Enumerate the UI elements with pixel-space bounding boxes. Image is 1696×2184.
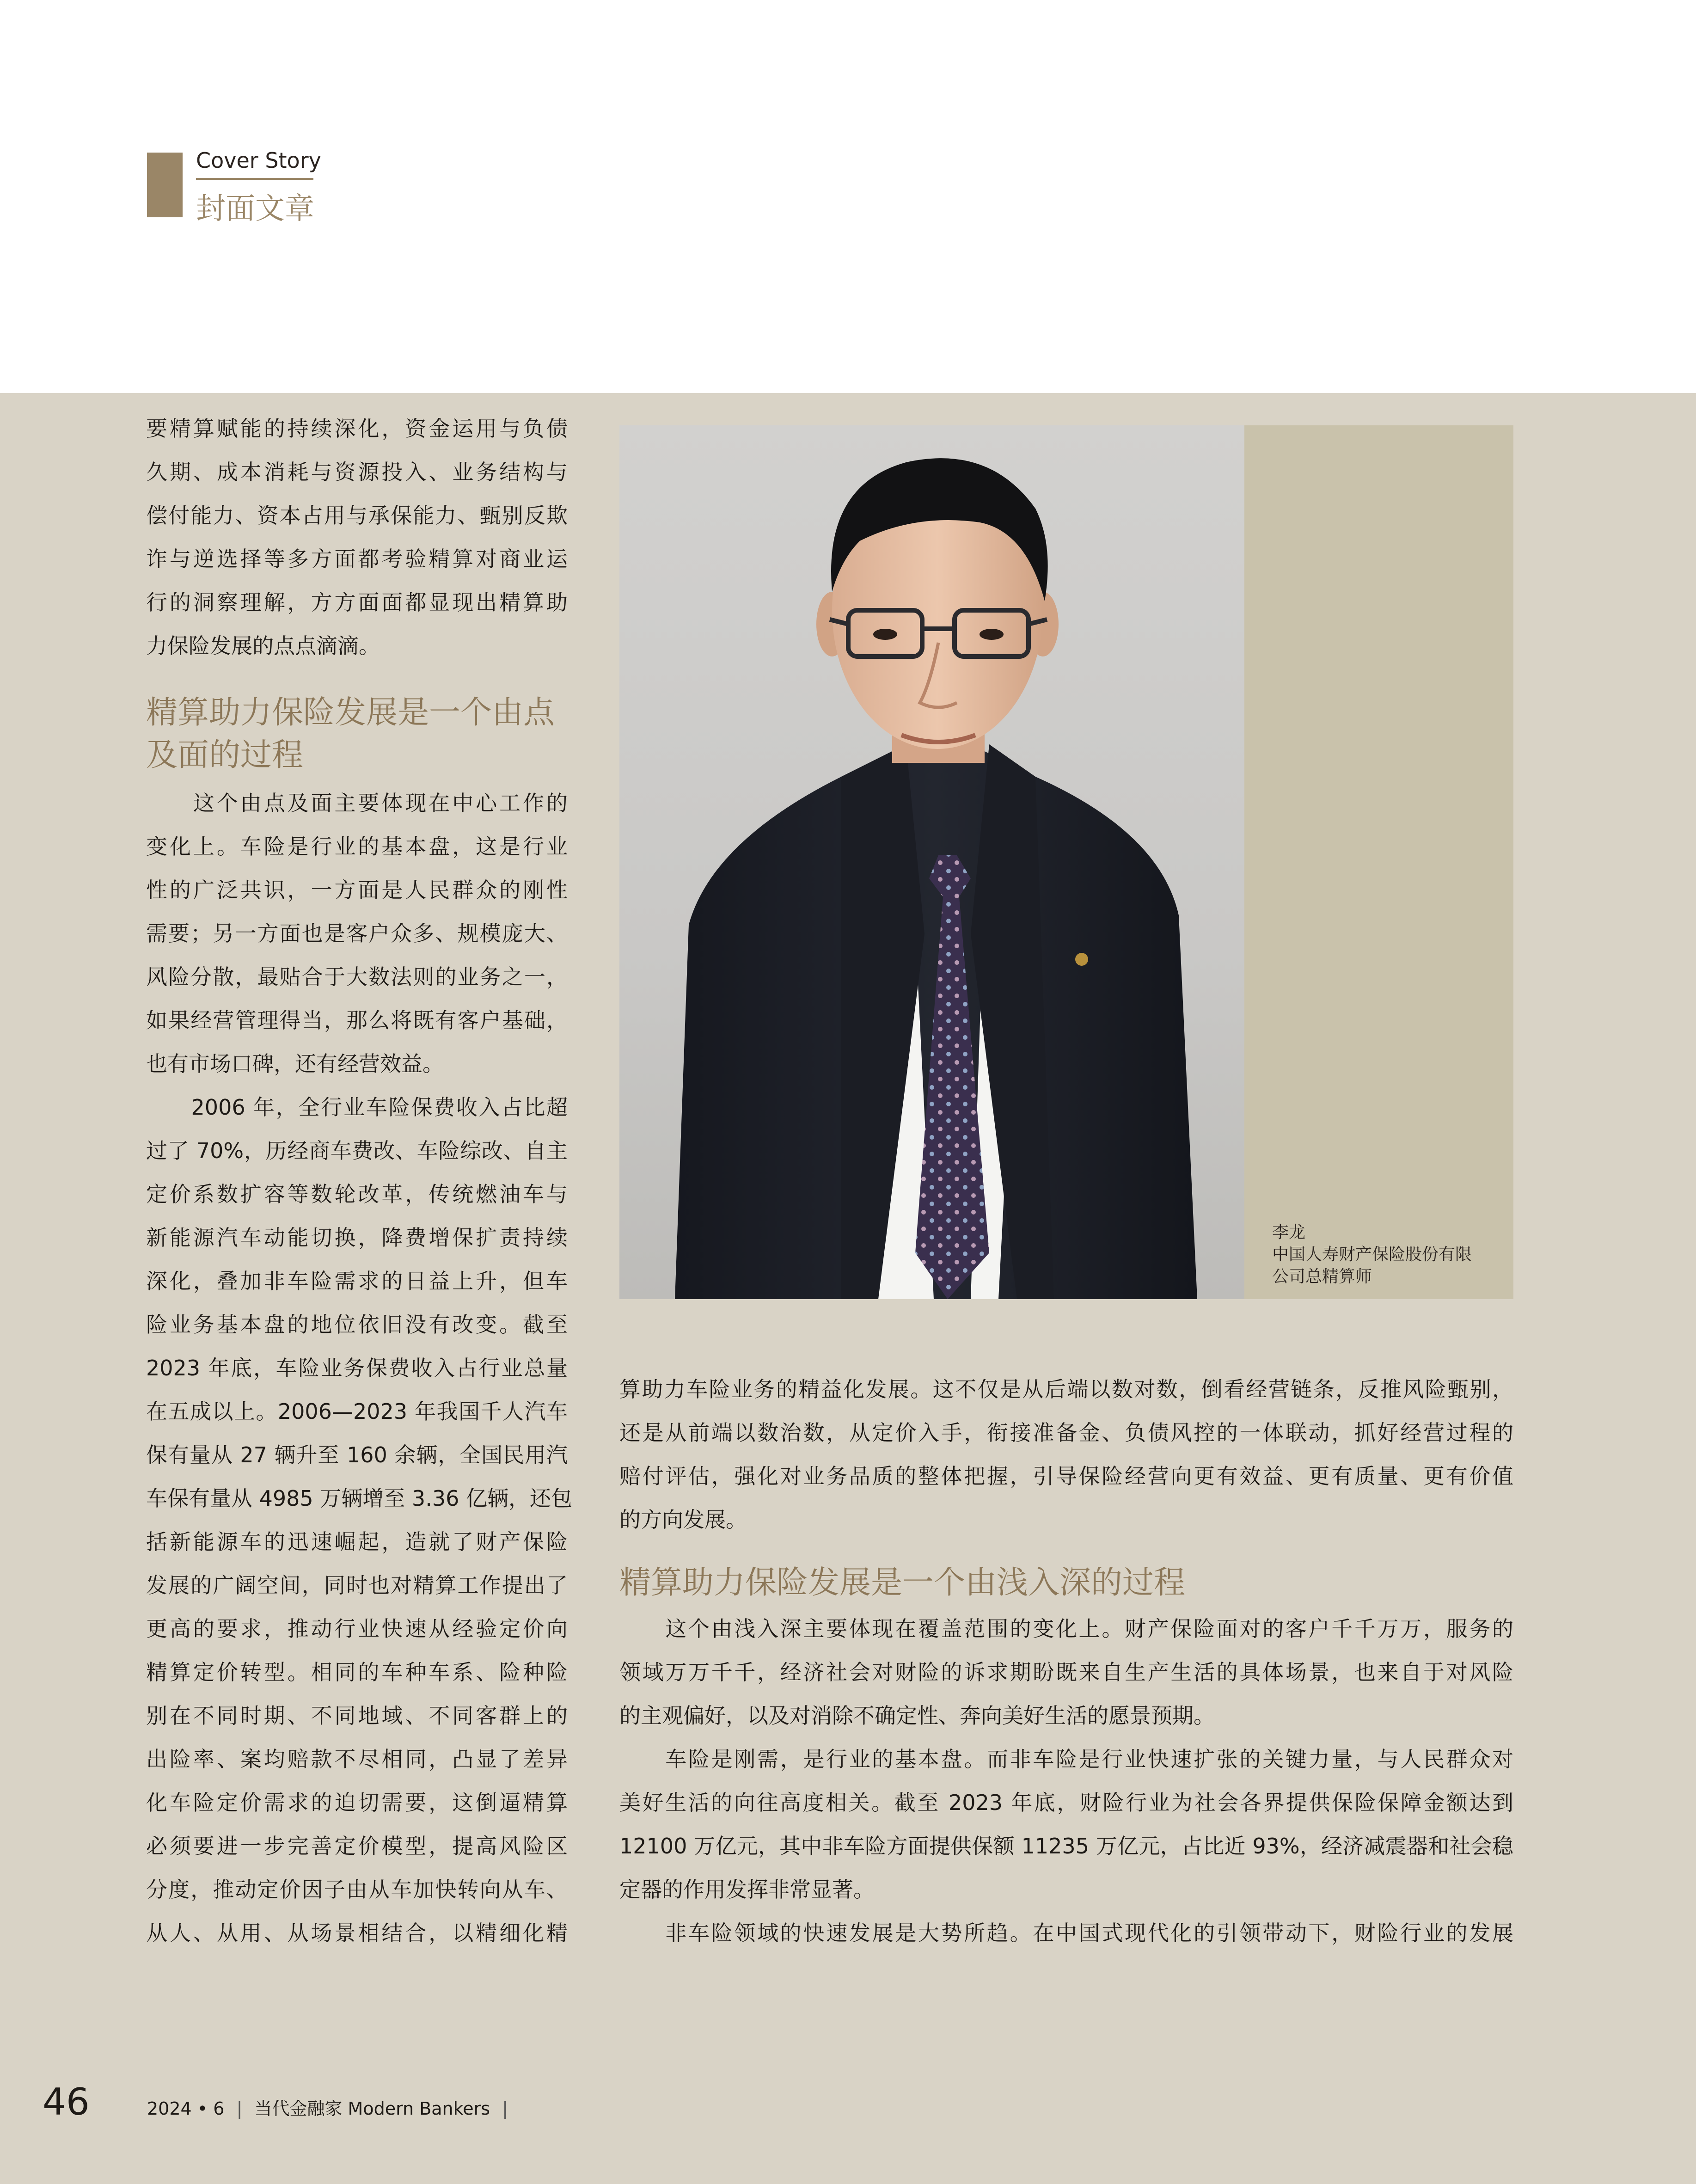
- right-text-column: [619, 1368, 1513, 1955]
- text-line: 偿付能力、资本占用与承保能力、甄别反欺: [146, 503, 568, 528]
- portrait-illustration: [619, 425, 1244, 1299]
- text-line: 领域万万千千，经济社会对财险的诉求期盼既来自生产生活的具体场景，也来自于对风险: [619, 1660, 1513, 1685]
- text-line: 在五成以上。2006—2023 年我国千人汽车: [146, 1399, 568, 1424]
- text-line: 的方向发展。: [619, 1507, 747, 1532]
- text-line: 车保有量从 4985 万辆增至 3.36 亿辆，还包: [146, 1486, 572, 1511]
- text-line: 需要；另一方面也是客户众多、规模庞大、: [146, 921, 568, 946]
- text-line: 车险是刚需，是行业的基本盘。而非车险是行业快速扩张的关键力量，与人民群众对: [619, 1747, 1513, 1772]
- text-line: 从人、从用、从场景相结合，以精细化精: [146, 1920, 568, 1945]
- text-line: 别在不同时期、不同地域、不同客群上的: [146, 1703, 568, 1728]
- text-line: 分度，推动定价因子由从车加快转向从车、: [146, 1877, 568, 1902]
- paragraph-auto-insurance-2006: [146, 1086, 572, 1955]
- text-line: 定器的作用发挥非常显著。: [619, 1877, 875, 1902]
- text-line: 要精算赋能的持续深化，资金运用与负债: [146, 416, 568, 441]
- paragraph-trend: [619, 1911, 1513, 1955]
- text-line: 力保险发展的点点滴滴。: [146, 633, 380, 658]
- text-line: 险业务基本盘的地位依旧没有改变。截至: [146, 1312, 568, 1337]
- photo-caption: [1272, 1221, 1472, 1288]
- footer-line: [147, 2094, 514, 2120]
- paragraph-non-auto: [619, 1737, 1513, 1911]
- text-line: 变化上。车险是行业的基本盘，这是行业: [146, 834, 568, 859]
- text-line: 过了 70%，历经商车费改、车险综改、自主: [146, 1138, 568, 1163]
- text-line: 还是从前端以数治数，从定价入手，衔接准备金、负债风控的一体联动，抓好经营过程的: [619, 1420, 1513, 1445]
- text-line: 也有市场口碑，还有经营效益。: [146, 1051, 444, 1076]
- caption-title-line: 中国人寿财产保险股份有限: [1272, 1245, 1472, 1264]
- text-line: 保有量从 27 辆升至 160 余辆，全国民用汽: [146, 1442, 568, 1467]
- text-line: 必须要进一步完善定价模型，提高风险区: [146, 1834, 568, 1859]
- left-text-column: [146, 407, 572, 1955]
- text-line: 如果经营管理得当，那么将既有客户基础，: [146, 1008, 568, 1033]
- caption-title-line: 公司总精算师: [1272, 1267, 1372, 1286]
- section-heading-point-to-area: [146, 692, 568, 777]
- section-heading-shallow-to-deep: 精算助力保险发展是一个由浅入深的过程: [619, 1564, 1186, 1601]
- paragraph-continuation: [619, 1368, 1513, 1541]
- paragraph-coverage: [619, 1607, 1513, 1737]
- lapel-pin: [1075, 953, 1088, 966]
- text-line: 化车险定价需求的迫切需要，这倒逼精算: [146, 1790, 568, 1815]
- heading-line: 及面的过程: [146, 737, 304, 773]
- text-line: 诈与逆选择等多方面都考验精算对商业运: [146, 546, 568, 571]
- heading-line: 精算助力保险发展是一个由点: [146, 694, 555, 731]
- caption-panel: [1244, 425, 1513, 1299]
- text-line: 更高的要求，推动行业快速从经验定价向: [146, 1616, 568, 1641]
- text-line: 括新能源车的迅速崛起，造就了财产保险: [146, 1529, 568, 1554]
- text-line: 2023 年底，车险业务保费收入占行业总量: [146, 1356, 568, 1380]
- section-marker-bar: [147, 153, 183, 217]
- caption-name: 李龙: [1272, 1223, 1306, 1242]
- text-line: 深化，叠加非车险需求的日益上升，但车: [146, 1269, 568, 1294]
- footer-divider: |: [502, 2098, 508, 2119]
- text-line: 这个由点及面主要体现在中心工作的: [146, 791, 568, 816]
- text-line: 精算定价转型。相同的车种车系、险种险: [146, 1660, 568, 1685]
- text-line: 算助力车险业务的精益化发展。这不仅是从后端以数对数，倒看经营链条，反推风险甄别，: [619, 1377, 1513, 1402]
- paragraph-center-work: [146, 781, 568, 1086]
- text-line: 行的洞察理解，方方面面都显现出精算助: [146, 590, 568, 615]
- text-line: 的主观偏好，以及对消除不确定性、奔向美好生活的愿景预期。: [619, 1703, 1215, 1728]
- text-line: 出险率、案均赔款不尽相同，凸显了差异: [146, 1747, 568, 1772]
- text-line: 非车险领域的快速发展是大势所趋。在中国式现代化的引领带动下，财险行业的发展: [619, 1920, 1513, 1945]
- section-label-zh: 封面文章: [196, 192, 314, 226]
- intro-paragraph: [146, 407, 568, 668]
- text-line: 新能源汽车动能切换，降费增保扩责持续: [146, 1225, 568, 1250]
- section-underline: [196, 178, 313, 180]
- text-line: 2006 年，全行业车险保费收入占比超: [146, 1095, 568, 1120]
- page-number: 46: [43, 2080, 90, 2123]
- text-line: 性的广泛共识，一方面是人民群众的刚性: [146, 877, 568, 902]
- text-line: 风险分散，最贴合于大数法则的业务之一，: [146, 964, 568, 989]
- footer-issue: 2024 • 6: [147, 2098, 225, 2119]
- footer-magazine: 当代金融家 Modern Bankers: [254, 2098, 490, 2119]
- text-line: 美好生活的向往高度相关。截至 2023 年底，财险行业为社会各界提供保险保障金额达到: [619, 1790, 1513, 1815]
- text-line: 久期、成本消耗与资源投入、业务结构与: [146, 460, 568, 485]
- text-line: 发展的广阔空间，同时也对精算工作提出了: [146, 1573, 568, 1598]
- section-label-en: Cover Story: [196, 148, 321, 173]
- footer-divider: |: [236, 2098, 243, 2119]
- portrait-photo: [619, 425, 1244, 1299]
- text-line: 定价系数扩容等数轮改革，传统燃油车与: [146, 1182, 568, 1207]
- text-line: 12100 万亿元，其中非车险方面提供保额 11235 万亿元，占比近 93%，经济减震器和社会稳: [619, 1834, 1513, 1859]
- text-line: 这个由浅入深主要体现在覆盖范围的变化上。财产保险面对的客户千千万万，服务的: [619, 1616, 1513, 1641]
- text-line: 赔付评估，强化对业务品质的整体把握，引导保险经营向更有效益、更有质量、更有价值: [619, 1464, 1513, 1489]
